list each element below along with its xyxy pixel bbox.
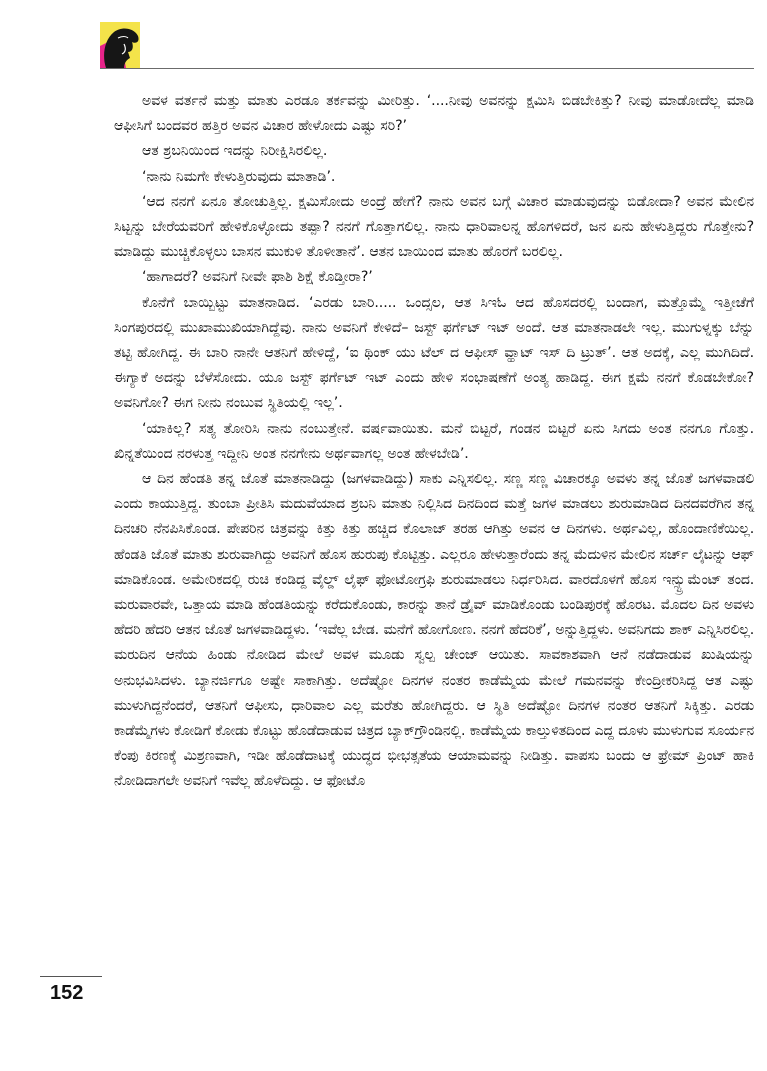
page-number: 152 — [50, 982, 84, 1004]
paragraph: ‘ಹಾಗಾದರೆ? ಅವನಿಗೆ ನೀವೇ ಫಾಶಿ ಶಿಕ್ಷೆ ಕೊಡ್ತೀರಾ?’ — [142, 269, 373, 286]
paragraph: ಕೊನೆಗೆ ಬಾಯ್ಬಿಟ್ಟು ಮಾತನಾಡಿದ. ‘ಎರಡು ಬಾರಿ..... ಒಂದ್ಸಲ, ಆತ ಸಿಇಓ ಆದ ಹೊಸದರಲ್ಲಿ ಬಂದಾಗ, ಮತ್ತೊಮ್ಮೆ ಇತ್ತೀಚೆಗೆ ಸಿಂಗಪುರದಲ್ಲಿ ಮುಖಾಮುಖಿಯಾಗಿದ್ದೆವು. ನಾನು ಅವನಿಗೆ ಕೇಳಿದೆ– ಜಸ್ಟ್ ಫರ್ಗೆಟ್ ಇಟ್ ಅಂದೆ. ಆತ ಮಾತನಾಡಲೇ ಇಲ್ಲ. ಮುಗುಳ್ನಕ್ಕು ಬೆನ್ನು ತಟ್ಟಿ ಹೋಗಿದ್ದ. ಈ ಬಾರಿ ನಾನೇ ಆತನಿಗೆ ಹೇಳಿದ್ದೆ, ‘ಐ ಥಿಂಕ್ ಯು ಟೆಲ್ ದ ಆಫೀಸ್ ವ್ಹಾಟ್ ಇಸ್ ದಿ ಟ್ರುತ್’. ಆತ ಅದಕ್ಕೆ, ಎಲ್ಲ ಮುಗಿದಿದೆ. ಈಗ್ಯಾಕೆ ಅದನ್ನು ಬೆಳೆಸೋದು. ಯೂ ಜಸ್ಟ್ ಫರ್ಗೆಟ್ ಇಟ್ ಎಂದು ಹೇಳಿ ಸಂಭಾಷಣೆಗೆ ಅಂತ್ಯ ಹಾಡಿದ್ದ. ಈಗ ಕ್ಷಮೆ ನನಗೆ ಕೊಡಬೇಕೋ? ಅವನಿಗೋ? ಈಗ ನೀನು ನಂಬುವ ಸ್ಥಿತಿಯಲ್ಲಿ ಇಲ್ಲ’. — [114, 294, 754, 412]
header-rule — [100, 68, 754, 69]
paragraph: ಆತ ಶ್ರಬನಿಯಿಂದ ಇದನ್ನು ನಿರೀಕ್ಷಿಸಿರಲಿಲ್ಲ. — [142, 143, 328, 160]
face-profile-logo — [100, 22, 140, 68]
footer-rule — [40, 976, 102, 977]
paragraph: ‘ನಾನು ನಿಮಗೇ ಕೇಳುತ್ತಿರುವುದು ಮಾತಾಡಿ’. — [142, 168, 336, 185]
paragraph: ‘ಯಾಕಿಲ್ಲ? ಸತ್ಯ ತೋರಿಸಿ ನಾನು ನಂಬುತ್ತೇನೆ. ವರ್ಷವಾಯಿತು. ಮನೆ ಬಿಟ್ಟರೆ, ಗಂಡನ ಬಿಟ್ಟರೆ ಏನು ಸಿಗದು ಅಂತ ನನಗೂ ಗೊತ್ತು. ಖಿನ್ನತೆಯಿಂದ ನರಳುತ್ತ ಇದ್ದೀನಿ ಅಂತ ನನಗೇನು ಅರ್ಥವಾಗಲ್ಲ ಅಂತ ಹೇಳಬೇಡಿ’. — [114, 420, 754, 462]
article-body — [114, 89, 754, 795]
paragraph: ಅವಳ ವರ್ತನೆ ಮತ್ತು ಮಾತು ಎರಡೂ ತರ್ಕವನ್ನು ಮೀರಿತ್ತು. ‘....ನೀವು ಅವನನ್ನು ಕ್ಷಮಿಸಿ ಬಿಡಬೇಕಿತ್ತು? ನೀವು ಮಾಡೋದೆಲ್ಲ ಮಾಡಿ ಆಫೀಸಿಗೆ ಬಂದವರ ಹತ್ತಿರ ಅವನ ವಿಚಾರ ಹೇಳೋದು ಎಷ್ಟು ಸರಿ?’ — [114, 93, 754, 135]
paragraph: ಆ ದಿನ ಹೆಂಡತಿ ತನ್ನ ಜೊತೆ ಮಾತನಾಡಿದ್ದು (ಜಗಳವಾಡಿದ್ದು) ಸಾಕು ಎನ್ನಿಸಲಿಲ್ಲ. ಸಣ್ಣ ಸಣ್ಣ ವಿಚಾರಕ್ಕೂ ಅವಳು ತನ್ನ ಜೊತೆ ಜಗಳವಾಡಲಿ ಎಂದು ಕಾಯುತ್ತಿದ್ದ. ತುಂಬಾ ಪ್ರೀತಿಸಿ ಮದುವೆಯಾದ ಶ್ರಬನಿ ಮಾತು ನಿಲ್ಲಿಸಿದ ದಿನದಿಂದ ಮತ್ತೆ ಜಗಳ ಮಾಡಲು ಶುರುಮಾಡಿದ ದಿನದವರೆಗಿನ ತನ್ನ ದಿನಚರಿ ನೆನಪಿಸಿಕೊಂಡ. ಪೇಪರಿನ ಚಿತ್ರವನ್ನು ಕಿತ್ತು ಕಿತ್ತು ಹಚ್ಚಿದ ಕೊಲಾಜ್ ತರಹ ಆಗಿತ್ತು ಅವನ ಆ ದಿನಗಳು. ಅರ್ಥವಿಲ್ಲ, ಹೊಂದಾಣಿಕೆಯಿಲ್ಲ. ಹೆಂಡತಿ ಜೊತೆ ಮಾತು ಶುರುವಾಗಿದ್ದು ಅವನಿಗೆ ಹೊಸ ಹುರುಪು ಕೊಟ್ಟಿತ್ತು. ಎಲ್ಲರೂ ಹೇಳುತ್ತಾರೆಂದು ತನ್ನ ಮೆದುಳಿನ ಮೇಲಿನ ಸರ್ಚ್ ಲೈಟನ್ನು ಆಫ್ ಮಾಡಿಕೊಂಡ. ಅಮೇರಿಕದಲ್ಲಿ ರುಚಿ ಕಂಡಿದ್ದ ವೈಲ್ಡ್ ಲೈಫ್ ಫೋಟೋಗ್ರಫಿ ಶುರುಮಾಡಲು ನಿರ್ಧರಿಸಿದ. ವಾರದೊಳಗೆ ಹೊಸ ಇನ್ಸ್ಟ್ರುಮೆಂಟ್ ತಂದ. ಮರುವಾರವೇ, ಒತ್ತಾಯ ಮಾಡಿ ಹೆಂಡತಿಯನ್ನು ಕರೆದುಕೊಂಡು, ಕಾರನ್ನು ತಾನೆ ಡ್ರೈವ್ ಮಾಡಿಕೊಂಡು ಬಂಡಿಪುರಕ್ಕೆ ಹೊರಟ. ಮೊದಲ ದಿನ ಅವಳು ಹೆದರಿ ಹೆದರಿ ಆತನ ಜೊತೆ ಜಗಳವಾಡಿದ್ದಳು. ‘ಇವೆಲ್ಲ ಬೇಡ. ಮನೆಗೆ ಹೋಗೋಣ. ನನಗೆ ಹೆದರಿಕೆ’, ಅನ್ನುತ್ತಿದ್ದಳು. ಅವನಿಗದು ಶಾಕ್ ಎನ್ನಿಸಿರಲಿಲ್ಲ. ಮರುದಿನ ಆನೆಯ ಹಿಂಡು ನೋಡಿದ ಮೇಲೆ ಅವಳ ಮೂಡು ಸ್ವಲ್ಪ ಚೇಂಜ್ ಆಯಿತು. ಸಾವಕಾಶವಾಗಿ ಆನೆ ನಡೆದಾಡುವ ಖುಷಿಯನ್ನು ಅನುಭವಿಸಿದಳು. ಬ್ಯಾನರ್ಜಿಗೂ ಅಷ್ಟೇ ಸಾಕಾಗಿತ್ತು. ಅದೆಷ್ಟೋ ದಿನಗಳ ನಂತರ ಕಾಡೆಮ್ಮೆಯ ಮೇಲೆ ಗಮನವನ್ನು ಕೇಂದ್ರೀಕರಿಸಿದ್ದ ಆತ ಎಷ್ಟು ಮುಳುಗಿದ್ದನೆಂದರೆ, ಆತನಿಗೆ ಆಫೀಸು, ಧಾರಿವಾಲ ಎಲ್ಲ ಮರೆತು ಹೋಗಿದ್ದರು. ಆ ಸ್ಥಿತಿ ಅದೆಷ್ಟೋ ದಿನಗಳ ನಂತರ ಆತನಿಗೆ ಸಿಕ್ಕಿತ್ತು. ಎರಡು ಕಾಡೆಮ್ಮೆಗಳು ಕೋಡಿಗೆ ಕೋಡು ಕೊಟ್ಟು ಹೊಡೆದಾಡುವ ಚಿತ್ರದ ಬ್ಯಾಕ್‌ಗ್ರೌಂಡಿನಲ್ಲಿ. ಕಾಡೆಮ್ಮೆಯ ಕಾಲ್ತುಳಿತದಿಂದ ಎದ್ದ ದೂಳು ಮುಳುಗುವ ಸೂರ್ಯನ ಕೆಂಪು ಕಿರಣಕ್ಕೆ ಮಿಶ್ರಣವಾಗಿ, ಇಡೀ ಹೊಡೆದಾಟಕ್ಕೆ ಯುದ್ಧದ ಭೀಭತ್ಸತೆಯ ಆಯಾಮವನ್ನು ನೀಡಿತ್ತು. ವಾಪಸು ಬಂದು ಆ ಫ್ರೇಮ್ ಪ್ರಿಂಟ್ ಹಾಕಿ ನೋಡಿದಾಗಲೇ ಅವನಿಗೆ ಇವೆಲ್ಲ ಹೊಳೆದಿದ್ದು. ಆ ಫೋಟೊ — [114, 471, 754, 790]
paragraph: ‘ಆದ ನನಗೆ ಏನೂ ತೋಚುತ್ತಿಲ್ಲ. ಕ್ಷಮಿಸೋದು ಅಂದ್ರೆ ಹೇಗೆ? ನಾನು ಅವನ ಬಗ್ಗೆ ವಿಚಾರ ಮಾಡುವುದನ್ನು ಬಿಡೋದಾ? ಅವನ ಮೇಲಿನ ಸಿಟ್ಟನ್ನು ಬೇರೆಯವರಿಗೆ ಹೇಳಿಕೊಳ್ಳೋದು ತಪ್ಪಾ? ನನಗೆ ಗೊತ್ತಾಗಲಿಲ್ಲ. ನಾನು ಧಾರಿವಾಲನ್ನ ಹೊಗಳಿದರೆ, ಜನ ಏನು ಹೇಳುತ್ತಿದ್ದರು ಗೊತ್ತೇನು? ಮಾಡಿದ್ದು ಮುಚ್ಚಿಕೊಳ್ಳಲು ಬಾಸನ ಮುಕುಳಿ ತೊಳೀತಾನೆ’. ಆತನ ಬಾಯಿಂದ ಮಾತು ಹೊರಗೆ ಬರಲಿಲ್ಲ. — [114, 193, 754, 261]
